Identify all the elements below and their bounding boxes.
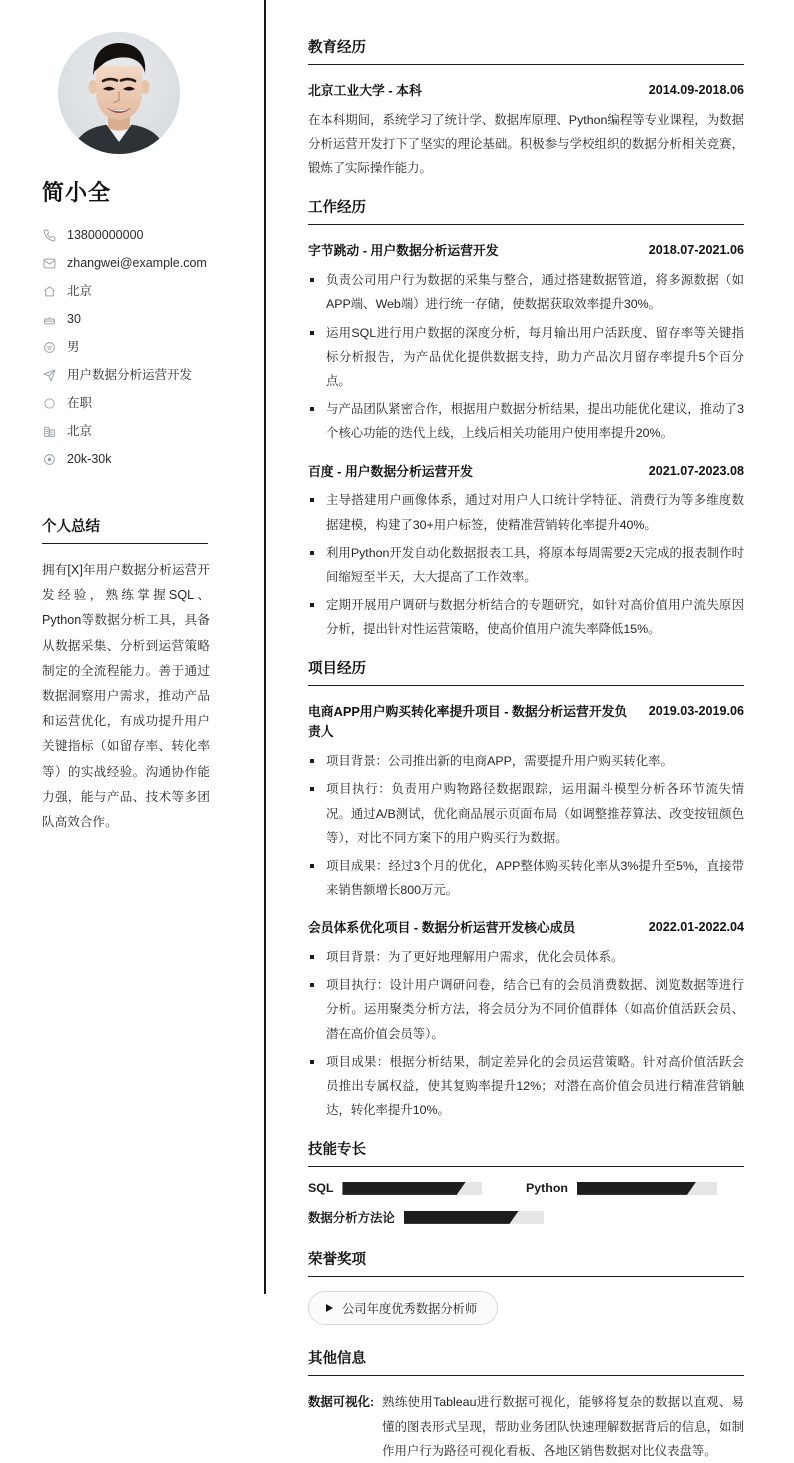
honor-label: 公司年度优秀数据分析师 xyxy=(342,1302,478,1317)
contact-email-value: zhangwei@example.com xyxy=(67,255,207,270)
projects-heading: 项目经历 xyxy=(308,657,744,686)
skill-item xyxy=(526,1181,744,1195)
skill-bar-fill xyxy=(404,1211,519,1224)
other-info-section xyxy=(308,1347,744,1463)
education-entry-date: 2014.09-2018.06 xyxy=(648,83,744,97)
education-entry xyxy=(308,81,744,180)
work-entry xyxy=(308,462,744,642)
other-info-heading: 其他信息 xyxy=(308,1347,744,1376)
project-entry-head xyxy=(308,918,744,938)
project-entry xyxy=(308,702,744,902)
contact-hometown-value: 北京 xyxy=(67,283,93,298)
work-entry-bullets xyxy=(308,488,744,641)
skill-bar-track xyxy=(577,1182,717,1195)
contact-salary xyxy=(42,445,232,473)
work-section xyxy=(308,196,744,641)
work-heading: 工作经历 xyxy=(308,196,744,225)
work-entry-date: 2021.07-2023.08 xyxy=(648,463,744,478)
education-entry-desc: 在本科期间，系统学习了统计学、数据库原理、Python编程等专业课程，为数据分析运营开发打下了坚实的理论基础。积极参与学校组织的数据分析相关竞赛，锻炼了实际操作能力。 xyxy=(308,112,744,176)
education-section xyxy=(308,36,744,180)
work-entry xyxy=(308,241,744,445)
cake-icon xyxy=(42,312,56,326)
education-entry-title: 北京工业大学 - 本科 xyxy=(308,83,422,98)
other-info-item xyxy=(308,1390,744,1463)
contact-info-list xyxy=(42,221,232,473)
contact-age xyxy=(42,305,232,333)
list-item: 项目执行：设计用户调研问卷，结合已有的会员消费数据、浏览数据等进行分析。运用聚类分析方法，将会员分为不同价值群体（如高价值活跃会员、潜在高价值会员等）。 xyxy=(308,973,744,1046)
sidebar xyxy=(0,0,266,1294)
projects-section xyxy=(308,657,744,1122)
work-entry-date: 2018.07-2021.06 xyxy=(648,243,744,258)
contact-email xyxy=(42,249,232,277)
skills-heading: 技能专长 xyxy=(308,1138,744,1167)
project-entry-date: 2019.03-2019.06 xyxy=(648,704,744,719)
contact-work-city-value: 北京 xyxy=(67,423,93,438)
summary-body: 拥有[X]年用户数据分析运营开发经验，熟练掌握SQL、Python等数据分析工具，具备从数据采集、分析到运营策略制定的全流程能力。善于通过数据洞察用户需求，推动产品和运营优化，有成功提升用户关键指标（如留存率、转化率等）的实战经验。沟通协作能力强，能与产品、技术等多团队高效合作。 xyxy=(42,563,210,829)
work-entry-title: 百度 - 用户数据分析运营开发 xyxy=(308,463,473,479)
project-entry-title: 会员体系优化项目 - 数据分析运营开发核心成员 xyxy=(308,920,576,936)
other-info-label: 数据可视化: xyxy=(308,1395,375,1410)
skill-bar-track xyxy=(342,1182,482,1195)
skill-bar-fill xyxy=(342,1182,465,1195)
refresh-icon xyxy=(42,396,56,410)
contact-status xyxy=(42,389,232,417)
project-entry-bullets xyxy=(308,945,744,1122)
work-entry-head xyxy=(308,241,744,261)
contact-hometown xyxy=(42,277,232,305)
building-icon xyxy=(42,424,56,438)
list-item: 与产品团队紧密合作，根据用户数据分析结果，提出功能优化建议，推动了3个核心功能的迭代上线，上线后相关功能用户使用率提升20%。 xyxy=(308,397,744,445)
project-entry-date: 2022.01-2022.04 xyxy=(648,920,744,935)
skill-label: Python xyxy=(526,1181,568,1196)
main-content xyxy=(266,0,794,1458)
project-entry-title: 电商APP用户购买转化率提升项目 - 数据分析运营开发负责人 xyxy=(308,704,628,740)
honors-section xyxy=(308,1248,744,1325)
contact-gender xyxy=(42,333,232,361)
contact-phone xyxy=(42,221,232,249)
list-item: 项目成果：经过3个月的优化，APP整体购买转化率从3%提升至5%，直接带来销售额增长800万元。 xyxy=(308,854,744,902)
summary-section xyxy=(42,515,232,835)
list-item: 项目背景：为了更好地理解用户需求，优化会员体系。 xyxy=(308,945,744,969)
list-item: 项目成果：根据分析结果，制定差异化的会员运营策略。针对高价值活跃会员推出专属权益，使其复购率提升12%；对潜在高价值会员进行精准营销触达，转化率提升10%。 xyxy=(308,1050,744,1123)
page-title: 简小全 xyxy=(42,180,112,205)
contact-position-value: 用户数据分析运营开发 xyxy=(67,367,193,382)
play-triangle-icon xyxy=(326,1304,333,1312)
paper-plane-icon xyxy=(42,368,56,382)
skill-item xyxy=(308,1208,526,1226)
contact-salary-value: 20k-30k xyxy=(67,451,112,466)
portrait-photo-icon xyxy=(58,32,180,154)
skill-item xyxy=(308,1181,526,1195)
list-item: 项目背景：公司推出新的电商APP，需要提升用户购买转化率。 xyxy=(308,749,744,773)
skill-label: SQL xyxy=(308,1181,334,1196)
project-entry xyxy=(308,918,744,1122)
honors-heading: 荣誉奖项 xyxy=(308,1248,744,1277)
skill-bar-track xyxy=(404,1211,544,1224)
contact-phone-value: 13800000000 xyxy=(67,227,144,242)
project-entry-bullets xyxy=(308,749,744,902)
list-item: 定期开展用户调研与数据分析结合的专题研究，如针对高价值用户流失原因分析，提出针对性运营策略，使高价值用户流失率降低15%。 xyxy=(308,593,744,641)
honors-list xyxy=(308,1291,744,1325)
contact-age-value: 30 xyxy=(67,311,81,326)
coin-icon xyxy=(42,452,56,466)
status-badge[interactable] xyxy=(308,1291,498,1325)
work-entry-head xyxy=(308,462,744,482)
contact-position xyxy=(42,361,232,389)
envelope-icon xyxy=(42,256,56,270)
gender-icon xyxy=(42,340,56,354)
other-info-text: 熟练使用Tableau进行数据可视化，能够将复杂的数据以直观、易懂的图表形式呈现，帮助业务团队快速理解数据背后的信息，如制作用户行为路径可视化看板、各地区销售数据对比仪表盘等。 xyxy=(382,1395,744,1458)
list-item: 利用Python开发自动化数据报表工具，将原本每周需要2天完成的报表制作时间缩短至半天，大大提高了工作效率。 xyxy=(308,541,744,589)
list-item: 负责公司用户行为数据的采集与整合，通过搭建数据管道，将多源数据（如APP端、Web端）进行统一存储，使数据获取效率提升30%。 xyxy=(308,268,744,316)
skills-section xyxy=(308,1138,744,1226)
project-entry-head xyxy=(308,702,744,742)
work-entry-title: 字节跳动 - 用户数据分析运营开发 xyxy=(308,243,499,259)
contact-status-value: 在职 xyxy=(67,395,93,410)
phone-icon xyxy=(42,228,56,242)
home-icon xyxy=(42,284,56,298)
list-item: 项目执行：负责用户购物路径数据跟踪，运用漏斗模型分析各环节流失情况。通过A/B测试，优化商品展示页面布局（如调整推荐算法、改变按钮颜色等），对比不同方案下的用户购买行为数据。 xyxy=(308,777,744,850)
education-entry-head xyxy=(308,81,744,101)
skills-grid xyxy=(308,1181,744,1226)
skill-label: 数据分析方法论 xyxy=(308,1211,395,1226)
work-entry-bullets xyxy=(308,268,744,445)
list-item: 主导搭建用户画像体系，通过对用户人口统计学特征、消费行为等多维度数据建模，构建了30+用户标签，使精准营销转化率提升40%。 xyxy=(308,488,744,536)
avatar xyxy=(58,32,180,154)
education-heading: 教育经历 xyxy=(308,36,744,65)
skill-bar-fill xyxy=(577,1182,696,1195)
summary-heading: 个人总结 xyxy=(42,515,208,544)
contact-gender-value: 男 xyxy=(67,339,80,354)
list-item: 运用SQL进行用户数据的深度分析，每月输出用户活跃度、留存率等关键指标分析报告，为产品优化提供数据支持，助力产品次月留存率提升5个百分点。 xyxy=(308,321,744,394)
contact-work-city xyxy=(42,417,232,445)
